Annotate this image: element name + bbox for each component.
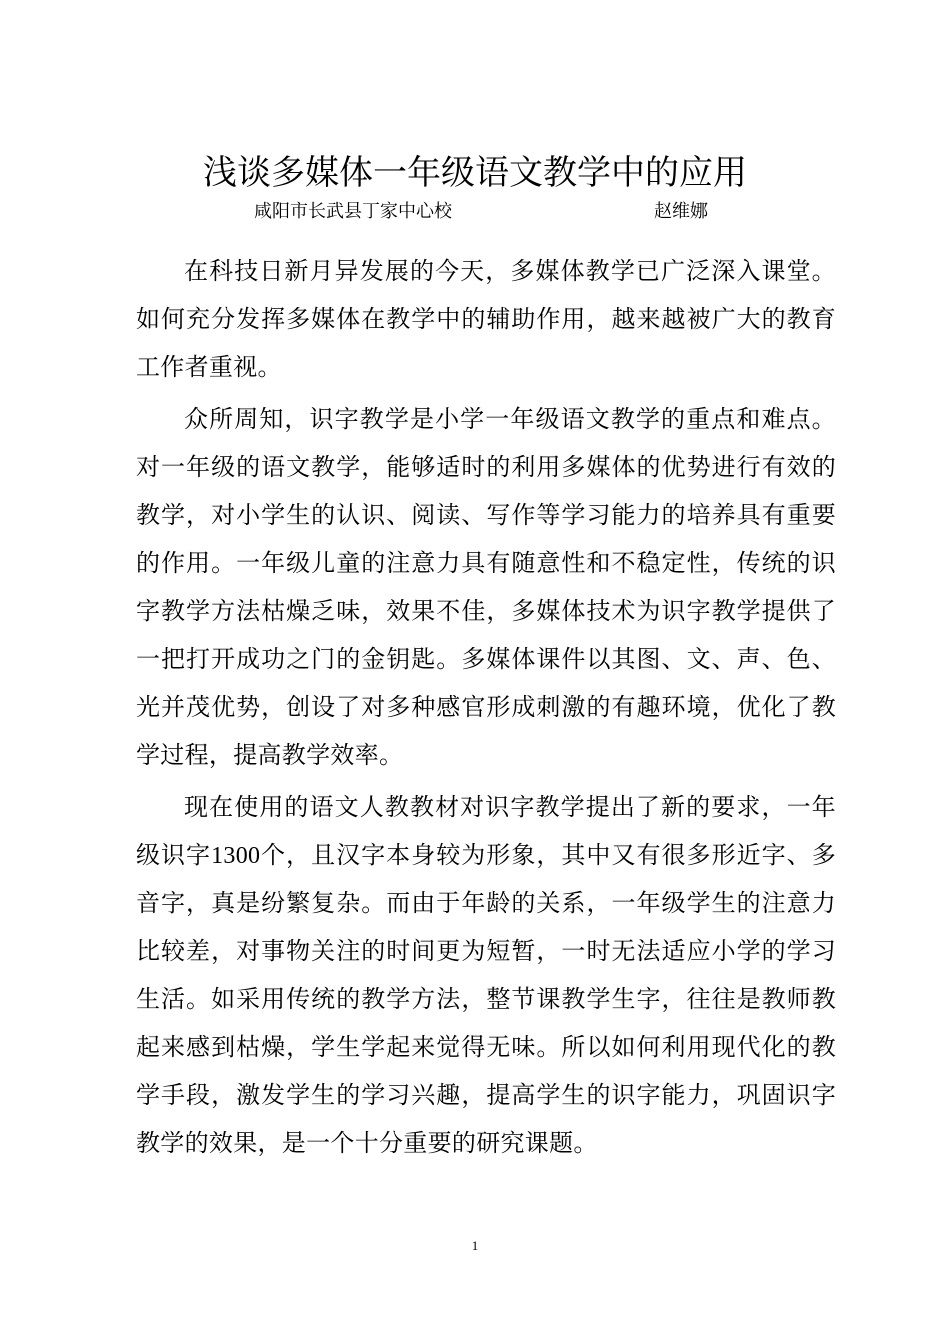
author-name: 赵维娜 xyxy=(654,201,708,222)
document-body xyxy=(136,248,836,1172)
body-paragraph-3: 现在使用的语文人教教材对识字教学提出了新的要求，一年级识字1300个，且汉字本身较为形象，其中又有很多形近字、多音字，真是纷繁复杂。而由于年龄的关系，一年级学生的注意力比较差，对事物关注的时间更为短暂，一时无法适应小学的学习生活。如采用传统的教学方法，整节课教学生字，往往是教师教起来感到枯燥，学生学起来觉得无味。所以如何利用现代化的教学手段，激发学生的学习兴趣，提高学生的识字能力，巩固识字教学的效果，是一个十分重要的研究课题。 xyxy=(136,795,836,1157)
document-title: 浅谈多媒体一年级语文教学中的应用 xyxy=(203,153,747,193)
body-paragraph-1: 在科技日新月异发展的今天，多媒体教学已广泛深入课堂。如何充分发挥多媒体在教学中的辅助作用，越来越被广大的教育工作者重视。 xyxy=(136,259,836,381)
page-number: 1 xyxy=(471,1238,479,1253)
byline xyxy=(0,198,950,226)
author-school: 咸阳市长武县丁家中心校 xyxy=(254,201,452,222)
body-paragraph-2: 众所周知，识字教学是小学一年级语文教学的重点和难点。对一年级的语文教学，能够适时的利用多媒体的优势进行有效的教学，对小学生的认识、阅读、写作等学习能力的培养具有重要的作用。一年级儿童的注意力具有随意性和不稳定性，传统的识字教学方法枯燥乏味，效果不佳，多媒体技术为识字教学提供了一把打开成功之门的金钥匙。多媒体课件以其图、文、声、色、光并茂优势，创设了对多种感官形成刺激的有趣环境，优化了教学过程，提高教学效率。 xyxy=(136,407,836,769)
